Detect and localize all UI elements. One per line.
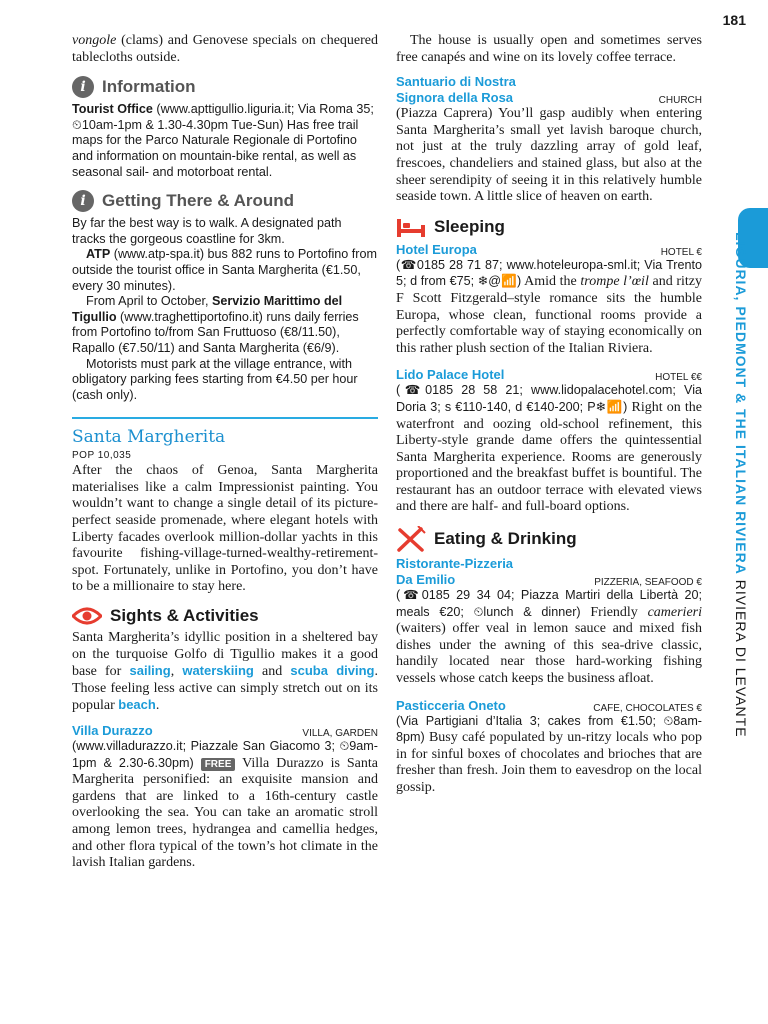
santuario-name-line-2: Signora della Rosa [396,90,514,106]
left-column [72,33,378,872]
scuba-diving-link[interactable]: scuba diving [290,663,375,679]
santuario-entry [396,74,702,206]
right-column [396,33,702,797]
beach-link[interactable]: beach [118,697,156,713]
period-text: . [155,698,160,714]
place-title: Santa Margherita [72,427,226,448]
hotel-europa-text-1: Amid the [521,274,581,290]
hotel-europa-italic: trompe l’œil [580,274,649,290]
entry-header [396,572,702,588]
lido-palace-text [396,383,702,516]
hotel-europa-tag: HOTEL € [660,246,702,258]
da-emilio-italic: camerieri [647,604,702,620]
eating-title: Eating & Drinking [434,529,577,549]
pasticceria-oneto-name: Pasticceria Oneto [396,697,506,713]
hotel-europa-info: (☎0185 28 71 87; www.hoteleuropa-sml.it; Via Trento 5; d from €75; ❄@📶) [396,257,702,289]
sailing-link[interactable]: sailing [129,663,171,679]
villa-durazzo-entry [72,723,378,872]
hotel-europa-text-2: and ritzy F Scott Fitzgerald–style romance sits the humble Europa, whose clean, functional rooms provide a perfectly comfortable way of staying economically on this rather plush section of the Italian Riviera. [396,274,702,356]
sleeping-heading [396,216,702,238]
da-emilio-tag: PIZZERIA, SEAFOOD € [594,577,702,589]
da-emilio-text [396,588,702,688]
entry-header [396,367,702,383]
region-label: LIGURIA, PIEDMONT & THE ITALIAN RIVIERA [733,232,749,575]
sleeping-title: Sleeping [434,216,505,236]
entry-header [396,90,702,106]
lido-palace-entry [396,367,702,516]
atp-entry [72,247,378,294]
sights-paragraph [72,630,378,715]
lido-palace-info: (☎0185 28 58 21; www.lidopalacehotel.com; Via Doria 3; s €110-140, d €140-200; P❄📶) [396,383,702,414]
subregion-label: RIVIERA DI LEVANTE [733,579,749,738]
ferry-label: Servizio Marittimo del Tigullio [72,294,343,324]
sights-text-1: Santa Margherita’s idyllic position in a sheltered bay on the turquoise Golfo di Tigullio makes it a good base for [72,630,378,680]
sights-heading [72,606,378,626]
house-paragraph: The house is usually open and sometimes serves free canapés and wine on its lovely coffee terrace. [396,33,702,65]
info-icon: i [72,190,94,212]
da-emilio-text-2: (waiters) offer veal in lemon sauce and mixed fish dishes under the awning of this sea-drive classic, handily located near those hard-working fishing vessels whose catch keeps the business afloat. [396,621,702,687]
free-badge: FREE [201,758,236,771]
hotel-europa-entry [396,242,702,358]
tourist-office-label: Tourist Office [72,102,153,117]
villa-durazzo-tag: VILLA, GARDEN [302,728,378,739]
intro-italic: vongole [72,33,117,48]
santuario-text: (Piazza Caprera) You’ll gasp audibly when entering Santa Margherita’s small yet lavish baroque church, not just at the truly dazzling array of gold leaf, frescoes, chandeliers and stained glass, but also at the sheer serendipity of seeing it in this relatively humble seaside town. A little slice of heaven on earth. [396,106,702,205]
population: POP 10,035 [72,450,132,462]
entry-header [396,242,702,258]
hotel-europa-text [396,258,702,358]
hotel-europa-name: Hotel Europa [396,241,477,257]
pasticceria-oneto-text [396,714,702,797]
eating-heading [396,526,702,552]
ferry-entry [72,294,378,356]
da-emilio-name-line-1: Ristorante-Pizzeria [396,556,514,572]
info-icon: i [72,76,94,98]
sights-title: Sights & Activities [110,606,259,626]
atp-text: (www.atp-spa.it) bus 882 runs to Portofino from outside the tourist office in Santa Margherita (€1.50, every 30 minutes). [72,247,377,293]
and-text: and [253,664,291,680]
section-divider [72,417,378,419]
entry-header [72,723,378,739]
da-emilio-entry [396,556,702,688]
information-heading [72,76,378,98]
fork-knife-icon [396,526,426,552]
getting-there-heading [72,190,378,212]
information-title: Information [102,77,196,97]
sights-text-2: . Those feeling less active can simply stretch out on its popular [72,664,378,714]
running-header [733,232,749,738]
place-intro: After the chaos of Genoa, Santa Margherita materialises like a calm Impressionist painting. You wouldn’t want to change a single detail of its picture-perfect seaside promenade, where elegant hotels with Liberty facades overlook million-dollar yachts in this favourite fishing-village-turned-wealthy-retirement-spot. Fortunately, unlike in Portofino, you don’t have to be a millionaire to stay here. [72,463,378,595]
da-emilio-info: (☎0185 29 34 04; Piazza Martiri della Libertà 20; meals €20; ⏲lunch & dinner) [396,588,702,619]
tourist-office-text: (www.apttigullio.liguria.it; Via Roma 35; ⏲10am-1pm & 1.30-4.30pm Tue-Sun) Has free trail maps for the Parco Naturale Regionale di Portofino and information on mountain-bike rental, as well as seasonal sail- and motorboat rental. [72,102,374,179]
waterskiing-link[interactable]: waterskiing [182,663,254,679]
da-emilio-name-line-2: Da Emilio [396,572,456,588]
lido-palace-tag: HOTEL €€ [655,372,702,384]
pasticceria-oneto-description: Busy café populated by un-ritzy locals who pop in for sinful boxes of chocolates and brioches that are fresher than fresh. Join them to eavesdrop on the local gossip. [396,730,702,795]
eye-icon [72,606,102,626]
getting-intro: By far the best way is to walk. A designated path tracks the gorgeous coastline for 3km. [72,216,342,246]
villa-durazzo-description: Villa Durazzo is Santa Margherita personified: an exquisite mansion and gardens that are linked to a 16th-century castle overlooking the sea. You can take an aromatic stroll among lemon trees, hydrangea and camellia hedges, and other flora typical of the town’s hot climate in the lavish Italian gardens. [72,755,378,871]
bed-icon [396,216,426,238]
lido-palace-name: Lido Palace Hotel [396,367,505,383]
santuario-tag: CHURCH [658,95,702,107]
villa-durazzo-info: (www.villadurazzo.it; Piazzale San Giacomo 3; ⏲9am-1pm & 2.30-6.30pm) [72,739,378,770]
ferry-prefix: From April to October, [86,294,212,309]
villa-durazzo-name: Villa Durazzo [72,723,153,738]
intro-rest: (clams) and Genovese specials on chequered tablecloths outside. [72,33,378,65]
motorists-paragraph: Motorists must park at the village entrance, with obligatory parking fees starting from €4.50 per hour (cash only). [72,356,358,402]
comma-text: , [170,664,183,680]
santuario-name-line-1: Santuario di Nostra [396,74,516,90]
entry-header [396,698,702,714]
villa-durazzo-text [72,739,378,872]
intro-paragraph [72,33,378,66]
pasticceria-oneto-entry [396,698,702,797]
getting-there-title: Getting There & Around [102,191,295,211]
page-number: 181 [722,12,746,28]
pasticceria-oneto-info: (Via Partigiani d’Italia 3; cakes from €1.50; ⏲8am-8pm) [396,713,702,745]
atp-label: ATP [86,247,111,262]
lido-palace-description: Right on the waterfront and oozing old-school refinement, this Liberty-style grande dame offers the quintessential Santa Margherita experience. Rooms are generously proportioned and the breakfast buffet is bountiful. The restaurant has an outdoor terrace with elevated views and there are half- and full-board options. [396,399,702,515]
da-emilio-text-1: Friendly [580,604,648,620]
pasticceria-oneto-tag: CAFE, CHOCOLATES € [593,702,702,714]
ferry-text: (www.traghettiportofino.it) runs daily ferries from Portofino to/from San Fruttuoso (€8/11.50), Rapallo (€7.50/11) and Santa Margherita (€6/9). [72,309,359,355]
tourist-office-entry [72,102,378,180]
